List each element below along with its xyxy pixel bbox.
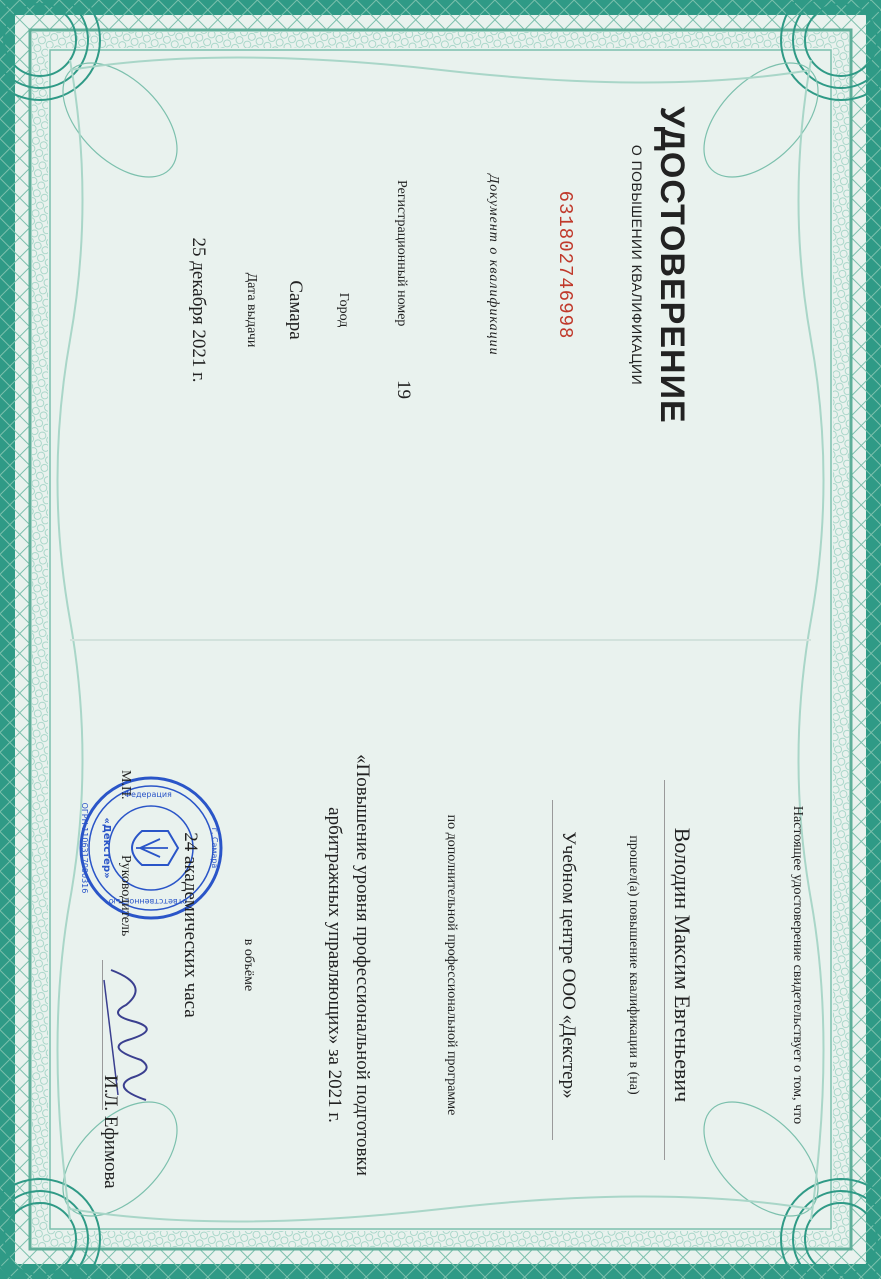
city-label: Город [336, 292, 351, 328]
certificate-title: УДОСТОВЕРЕНИЕ [653, 106, 691, 424]
svg-text:Федерация: Федерация [124, 790, 172, 799]
issue-date: 25 декабря 2021 г. [188, 237, 209, 383]
head-name: И.Л. Ефимова [100, 1075, 121, 1189]
program-title-line2: арбитражных управляющих» за 2021 г. [324, 807, 345, 1123]
signature [86, 960, 166, 1110]
issue-date-label: Дата выдачи [244, 272, 259, 348]
passed-text: прошел(а) повышение квалификации в (на) [626, 835, 641, 1095]
volume-label: в объёме [241, 938, 256, 992]
certificate-subtitle: О ПОВЫШЕНИИ КВАЛИФИКАЦИИ [629, 144, 645, 386]
city-value: Самара [285, 280, 306, 340]
intro-text: Настоящее удостоверение свидетельствует о том, что [790, 805, 805, 1125]
registration-label: Регистрационный номер [394, 180, 409, 327]
svg-text:ОГРН 1106317000316: ОГРН 1106317000316 [80, 802, 89, 894]
registration-number: 19 [393, 380, 414, 399]
program-title-line1: «Повышение уровня профессиональной подготовки [352, 754, 373, 1176]
training-center: Учебном центре ООО «Декстер» [558, 831, 579, 1099]
head-label: Руководитель [118, 855, 133, 937]
svg-text:г. Самара: г. Самара [210, 827, 219, 869]
stamp-place-label: М.П. [118, 770, 133, 800]
svg-text:«Декстер»: «Декстер» [101, 817, 112, 879]
document-type-label: Документ о квалификации [486, 174, 501, 356]
program-label: по дополнительной профессиональной программе [444, 814, 459, 1116]
name-underline [664, 780, 665, 1160]
official-seal [76, 773, 226, 923]
certificate-number: 631802746998 [554, 190, 576, 340]
center-underline [552, 800, 553, 1140]
hours-value: 24 академических часа [180, 832, 201, 1018]
person-name: Володин Максим Евгеньевич [670, 827, 695, 1103]
svg-text:ответственностью: ответственностью [108, 897, 188, 906]
